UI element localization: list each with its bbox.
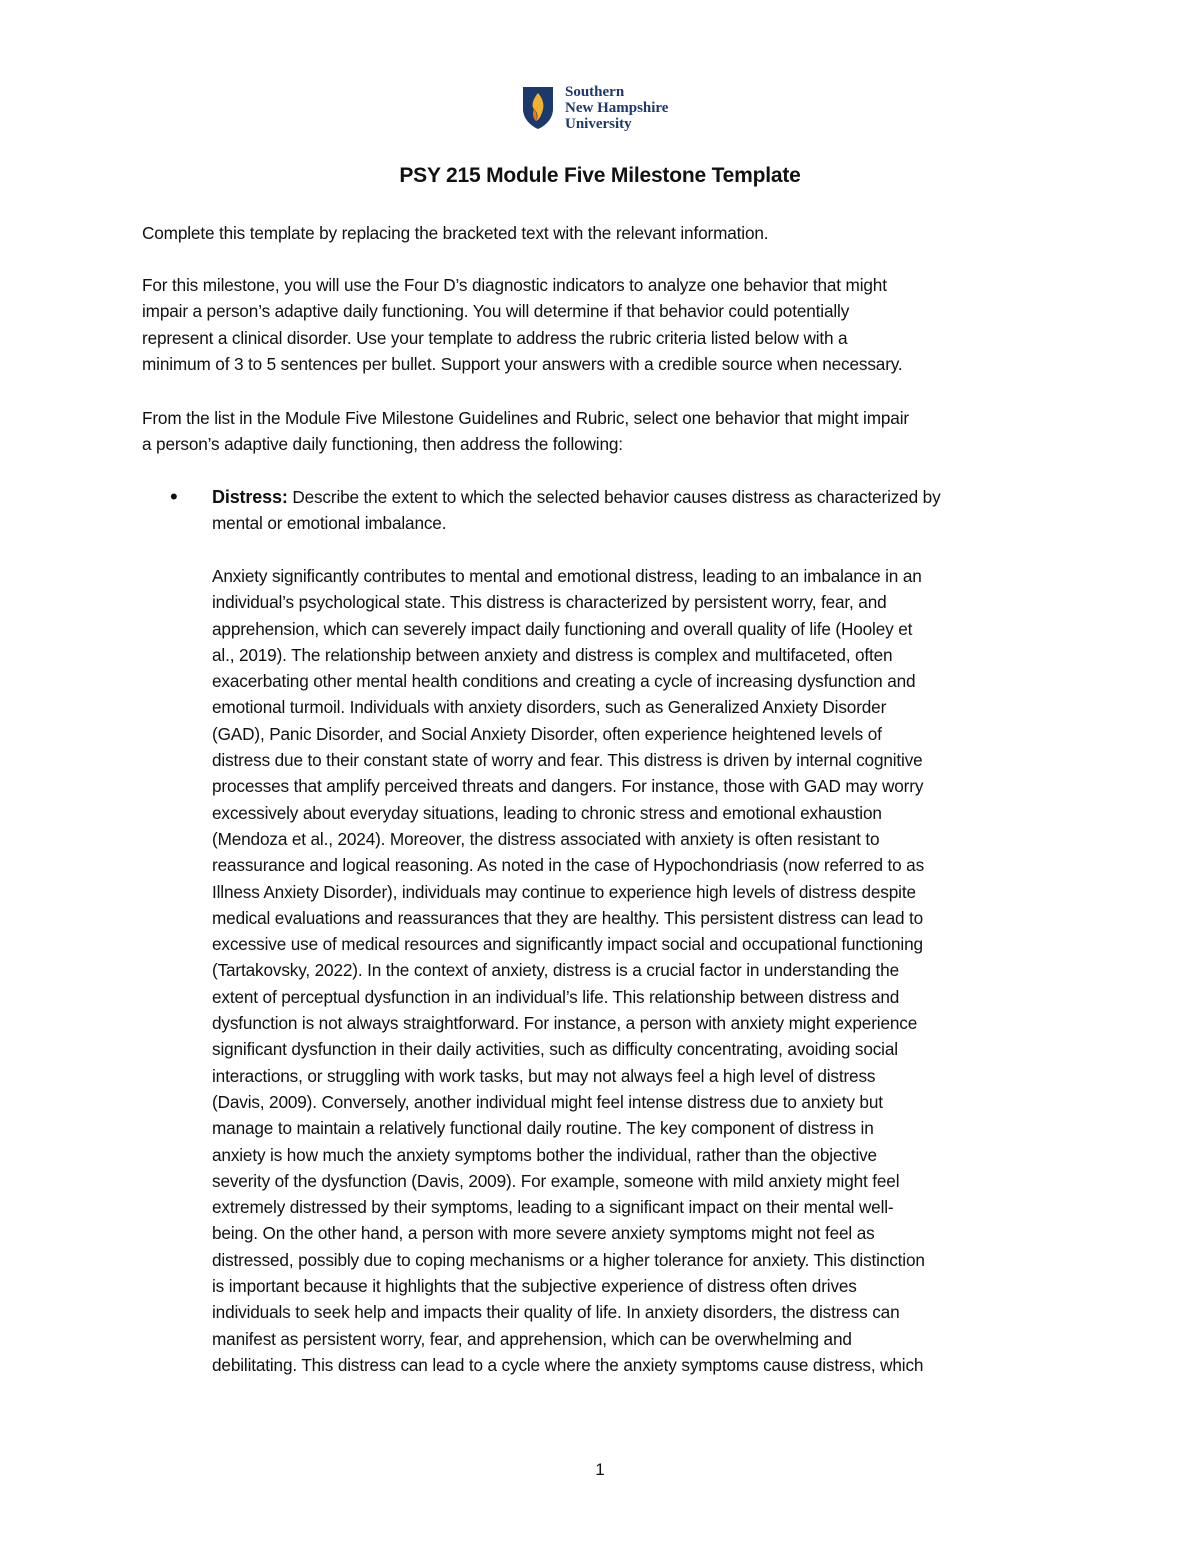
answer-line: apprehension, which can severely impact daily functioning and overall quality of life (Hooley et	[212, 618, 913, 639]
text-line: impair a person’s adaptive daily functioning. You will determine if that behavior could potentially	[142, 301, 850, 322]
answer-line: excessively about everyday situations, leading to chronic stress and emotional exhaustion	[212, 802, 882, 823]
answer-line: individuals to seek help and impacts their quality of life. In anxiety disorders, the distress can	[212, 1302, 900, 1323]
answer-line: medical evaluations and reassurances that they are healthy. This persistent distress can lead to	[212, 907, 924, 928]
answer-line: individual’s psychological state. This distress is characterized by persistent worry, fear, and	[212, 592, 887, 613]
answer-line: being. On the other hand, a person with more severe anxiety symptoms might not feel as	[212, 1223, 875, 1244]
answer-line: extremely distressed by their symptoms, leading to a significant impact on their mental well-	[212, 1197, 894, 1218]
logo-line-2: New Hampshire	[565, 100, 669, 116]
answer-line: manifest as persistent worry, fear, and apprehension, which can be overwhelming and	[212, 1328, 852, 1349]
logo-line-3: University	[565, 116, 632, 132]
answer-line: (GAD), Panic Disorder, and Social Anxiety Disorder, often experience heightened levels of	[212, 723, 882, 744]
text-line: represent a clinical disorder. Use your template to address the rubric criteria listed below with a	[142, 327, 848, 348]
answer-line: dysfunction is not always straightforward. For instance, a person with anxiety might experience	[212, 1013, 918, 1034]
bullet-marker: •	[170, 484, 178, 509]
milestone-paragraph	[142, 272, 903, 377]
answer-line: excessive use of medical resources and significantly impact social and occupational functioning	[212, 934, 923, 955]
document-title: PSY 215 Module Five Milestone Template	[399, 164, 801, 187]
page-number: 1	[595, 1460, 605, 1479]
distress-answer-paragraph	[212, 563, 925, 1378]
answer-line: Illness Anxiety Disorder), individuals may continue to experience high levels of distress despite	[212, 881, 916, 902]
answer-line: severity of the dysfunction (Davis, 2009). For example, someone with mild anxiety might feel	[212, 1170, 900, 1191]
answer-line: significant dysfunction in their daily activities, such as difficulty concentrating, avoiding social	[212, 1039, 898, 1060]
distress-prompt-text: Describe the extent to which the selected behavior causes distress as characterized by	[287, 487, 941, 507]
answer-line: (Davis, 2009). Conversely, another individual might feel intense distress due to anxiety but	[212, 1091, 883, 1112]
answer-line: reassurance and logical reasoning. As noted in the case of Hypochondriasis (now referred to as	[212, 855, 925, 876]
distress-term: Distress:	[212, 487, 288, 507]
snhu-shield-flame-icon	[521, 85, 555, 131]
answer-line: distress due to their constant state of worry and fear. This distress is driven by internal cognitive	[212, 750, 923, 771]
answer-line: Anxiety significantly contributes to mental and emotional distress, leading to an imbalance in an	[212, 566, 922, 586]
answer-line: al., 2019). The relationship between anxiety and distress is complex and multifaceted, often	[212, 644, 893, 665]
answer-line: emotional turmoil. Individuals with anxiety disorders, such as Generalized Anxiety Disorder	[212, 697, 887, 718]
answer-line: manage to maintain a relatively functional daily routine. The key component of distress in	[212, 1118, 874, 1139]
answer-line: interactions, or struggling with work tasks, but may not always feel a high level of distress	[212, 1065, 876, 1086]
answer-line: exacerbating other mental health conditions and creating a cycle of increasing dysfunction and	[212, 671, 916, 692]
answer-line: (Tartakovsky, 2022). In the context of anxiety, distress is a crucial factor in understanding the	[212, 960, 899, 981]
text-line: minimum of 3 to 5 sentences per bullet. Support your answers with a credible source when necessary.	[142, 353, 903, 374]
distress-prompt-continued: mental or emotional imbalance.	[212, 513, 447, 534]
answer-line: extent of perceptual dysfunction in an individual’s life. This relationship between distress and	[212, 986, 900, 1007]
text-line: From the list in the Module Five Milestone Guidelines and Rubric, select one behavior that might impair	[142, 408, 909, 428]
answer-line: processes that amplify perceived threats and dangers. For instance, those with GAD may worry	[212, 776, 924, 797]
text-line: a person’s adaptive daily functioning, then address the following:	[142, 434, 623, 455]
text-line: For this milestone, you will use the Four D’s diagnostic indicators to analyze one behavior that might	[142, 275, 887, 295]
distress-prompt	[212, 484, 941, 537]
logo-line-1: Southern	[565, 84, 625, 100]
logo-wordmark	[565, 84, 668, 132]
answer-line: anxiety is how much the anxiety symptoms bother the individual, rather than the objective	[212, 1144, 877, 1165]
answer-line: is important because it highlights that the subjective experience of distress often drives	[212, 1276, 857, 1297]
answer-line: debilitating. This distress can lead to a cycle where the anxiety symptoms cause distress, which	[212, 1354, 924, 1375]
university-logo	[521, 84, 668, 132]
answer-line: (Mendoza et al., 2024). Moreover, the distress associated with anxiety is often resistant to	[212, 828, 880, 849]
text-line: Complete this template by replacing the bracketed text with the relevant information.	[142, 223, 769, 243]
instruction-paragraph	[142, 220, 768, 246]
answer-line: distressed, possibly due to coping mechanisms or a higher tolerance for anxiety. This distinction	[212, 1249, 925, 1270]
from-list-paragraph	[142, 405, 909, 458]
